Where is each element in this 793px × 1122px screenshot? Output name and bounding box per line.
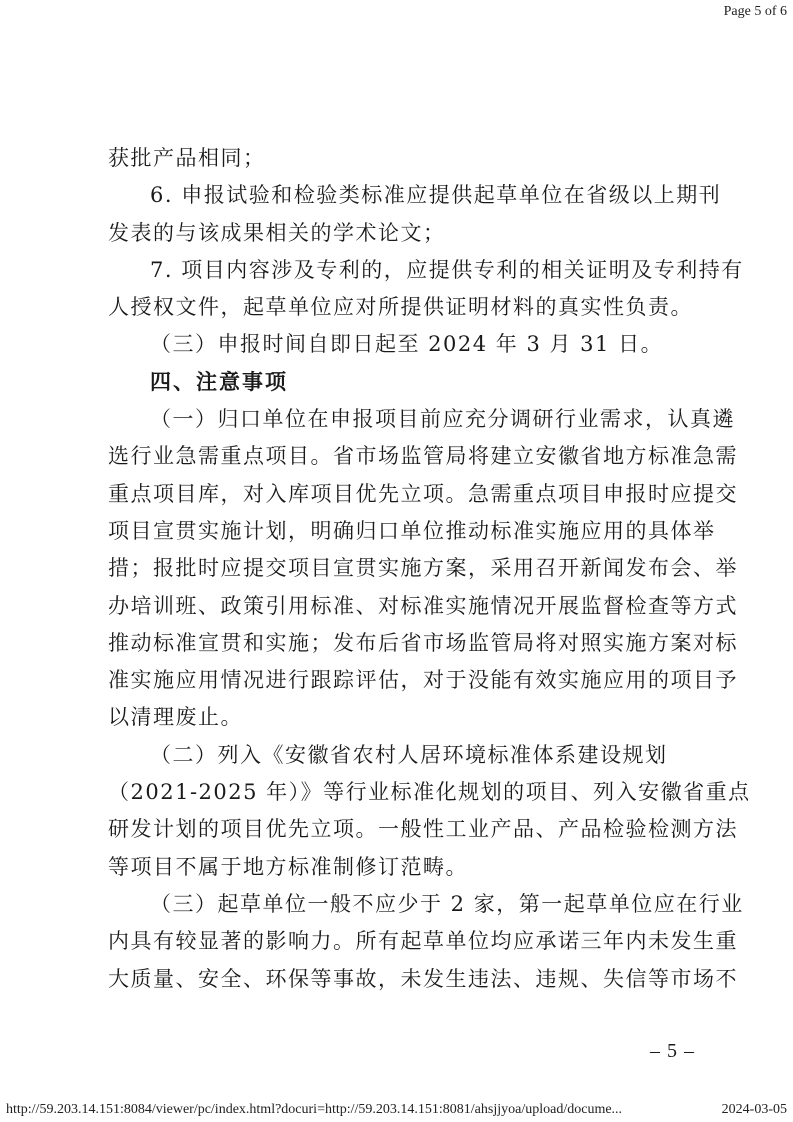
document-body bbox=[108, 140, 751, 998]
page-number: – 5 – bbox=[650, 1040, 695, 1062]
text-line: 内具有较显著的影响力。所有起草单位均应承诺三年内未发生重 bbox=[108, 929, 738, 954]
text-line: （二）列入《安徽省农村人居环境标准体系建设规划 bbox=[150, 742, 668, 767]
page-indicator: Page 5 of 6 bbox=[723, 4, 787, 19]
text-line: 6. 申报试验和检验类标准应提供起草单位在省级以上期刊 bbox=[150, 183, 722, 208]
text-line: 措；报批时应提交项目宣贯实施方案，采用召开新闻发布会、举 bbox=[108, 556, 738, 581]
text-line: 人授权文件，起草单位应对所提供证明材料的真实性负责。 bbox=[108, 295, 693, 320]
text-line: （三）起草单位一般不应少于 2 家，第一起草单位应在行业 bbox=[150, 891, 744, 916]
text-line: 重点项目库，对入库项目优先立项。急需重点项目申报时应提交 bbox=[108, 481, 738, 506]
text-line: （三）申报时间自即日起至 2024 年 3 月 31 日。 bbox=[150, 332, 664, 357]
text-line: 推动标准宣贯和实施；发布后省市场监管局将对照实施方案对标 bbox=[108, 630, 738, 655]
text-line: 办培训班、政策引用标准、对标准实施情况开展监督检查等方式 bbox=[108, 593, 738, 618]
text-line: 准实施应用情况进行跟踪评估，对于没能有效实施应用的项目予 bbox=[108, 668, 738, 693]
print-footer-date: 2024-03-05 bbox=[721, 1102, 787, 1117]
text-line: 7. 项目内容涉及专利的，应提供专利的相关证明及专利持有 bbox=[150, 257, 744, 282]
text-line: （一）归口单位在申报项目前应充分调研行业需求，认真遴 bbox=[150, 407, 735, 432]
text-line: 以清理废止。 bbox=[108, 705, 243, 730]
text-line: 项目宣贯实施计划，明确归口单位推动标准实施应用的具体举 bbox=[108, 518, 716, 543]
text-line: 选行业急需重点项目。省市场监管局将建立安徽省地方标准急需 bbox=[108, 444, 738, 469]
section-heading: 四、注意事项 bbox=[150, 369, 288, 394]
text-line: 研发计划的项目优先立项。一般性工业产品、产品检验检测方法 bbox=[108, 817, 738, 842]
text-line: 获批产品相同； bbox=[108, 146, 266, 170]
text-line: 发表的与该成果相关的学术论文； bbox=[108, 220, 446, 245]
text-line: 等项目不属于地方标准制修订范畴。 bbox=[108, 854, 468, 879]
print-footer-url: http://59.203.14.151:8084/viewer/pc/index.html?docuri=http://59.203.14.151:8081/ahsjjyoa/upload/docume... bbox=[6, 1102, 623, 1117]
text-line: （2021-2025 年）》等行业标准化规划的项目、列入安徽省重点 bbox=[108, 780, 751, 805]
text-line: 大质量、安全、环保等事故，未发生违法、违规、失信等市场不 bbox=[108, 966, 738, 991]
